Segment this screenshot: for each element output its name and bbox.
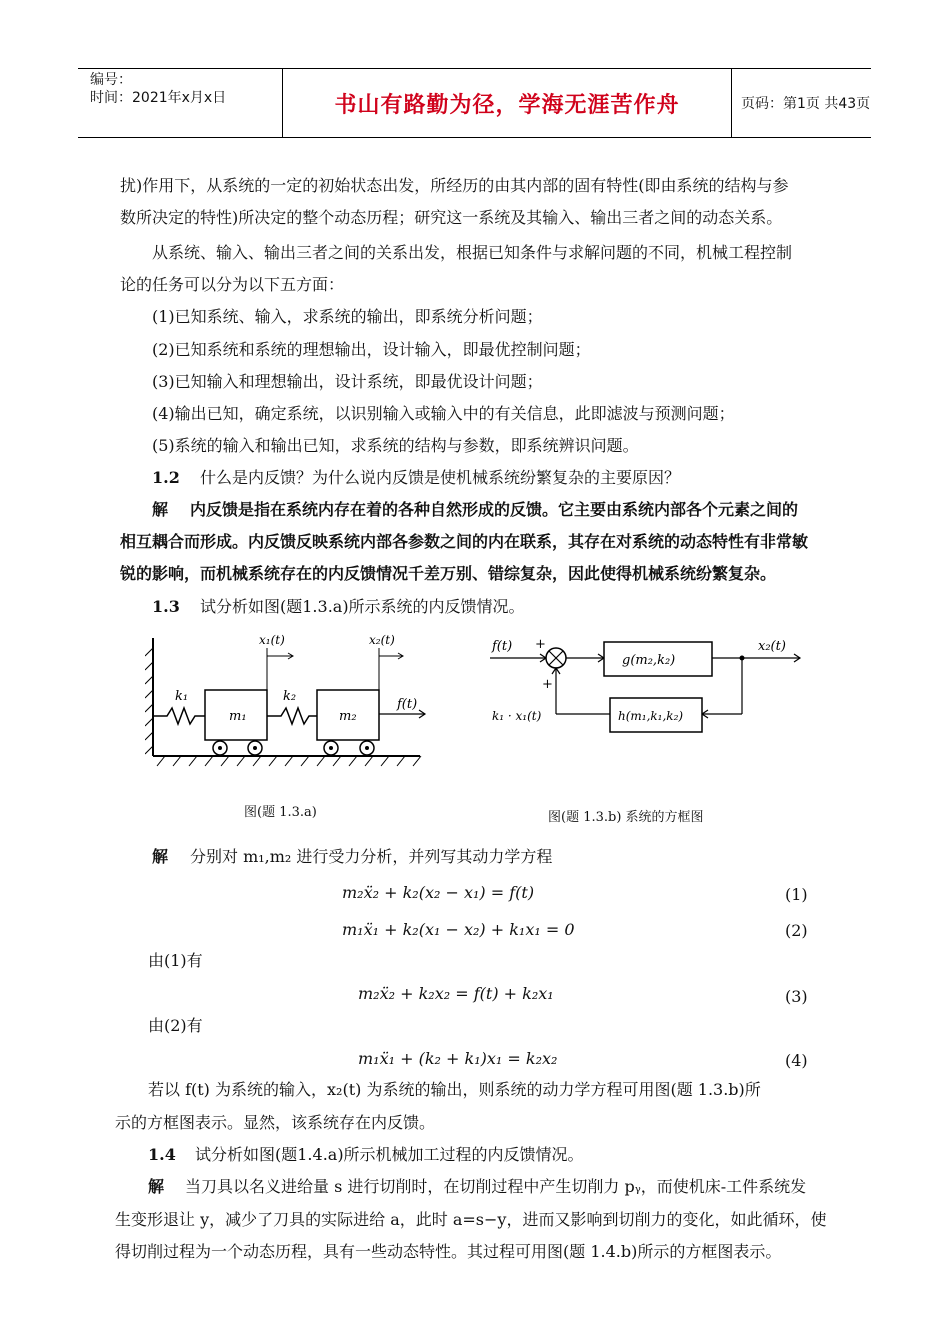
- paragraph-line: 从系统、输入、输出三者之间的关系出发，根据已知条件与求解问题的不同，机械工程控制: [152, 243, 793, 262]
- k1-label: k₁: [175, 689, 189, 704]
- header-meta: [78, 69, 283, 137]
- answer-label: 解: [152, 500, 169, 519]
- answer-line: 得切削过程为一个动态历程，具有一些动态特性。其过程可用图(题 1.4.b)所示的方框图表示。: [115, 1242, 782, 1261]
- input-label: f(t): [492, 639, 513, 654]
- equation: m₁ẍ₁ + k₂(x₁ − x₂) + k₁x₁ = 0: [342, 920, 575, 939]
- paragraph-line: 由(1)有: [148, 951, 203, 970]
- answer-line: 锐的影响，而机械系统存在的内反馈情况千差万别、错综复杂，因此使得机械系统纷繁复杂。: [120, 564, 777, 583]
- page-info: 页码：第1页 共43页: [741, 96, 871, 112]
- x1-label: x₁(t): [259, 633, 285, 647]
- figure-caption: 图(题 1.3.b) 系统的方框图: [548, 810, 704, 825]
- time-label: 时间：2021年x月x日: [90, 90, 227, 106]
- question-number: 1.3: [152, 597, 180, 616]
- paragraph-line: 数所决定的特性)所决定的整个动态历程；研究这一系统及其输入、输出三者之间的动态关系。: [120, 208, 783, 227]
- question-number: 1.4: [148, 1145, 176, 1164]
- answer-line: 生变形退让 y，减少了刀具的实际进给 a，此时 a=s−y，进而又影响到切削力的变化，如此循环，使: [115, 1210, 827, 1229]
- answer-line: 分别对 m₁,m₂ 进行受力分析，并列写其动力学方程: [190, 847, 553, 866]
- paragraph-line: 若以 f(t) 为系统的输入，x₂(t) 为系统的输出，则系统的动力学方程可用图(题 1.3.b)所: [148, 1080, 761, 1099]
- list-item: (5)系统的输入和输出已知，求系统的结构与参数，即系统辨识问题。: [152, 436, 639, 455]
- answer-label: 解: [148, 1177, 165, 1196]
- force-label: f(t): [397, 697, 418, 712]
- figure-mass-spring-system: [145, 628, 445, 778]
- paragraph-line: 示的方框图表示。显然，该系统存在内反馈。: [115, 1113, 436, 1132]
- number-label: 编号：: [90, 72, 132, 88]
- plus-sign: +: [535, 637, 546, 652]
- question-text: 试分析如图(题1.3.a)所示系统的内反馈情况。: [200, 597, 525, 616]
- plus-sign: +: [542, 677, 553, 692]
- answer-line: 相互耦合而形成。内反馈反映系统内部各参数之间的内在联系，其存在对系统的动态特性有非常敏: [120, 532, 809, 551]
- forward-block-label: g(m₂,k₂): [622, 653, 676, 668]
- paragraph-line: 论的任务可以分为以下五方面：: [120, 275, 345, 294]
- question-number: 1.2: [152, 468, 180, 487]
- page-header: [78, 68, 871, 138]
- list-item: (3)已知输入和理想输出，设计系统，即最优设计问题；: [152, 372, 543, 391]
- question-text: 试分析如图(题1.4.a)所示机械加工过程的内反馈情况。: [195, 1145, 584, 1164]
- paragraph-line: 由(2)有: [148, 1016, 203, 1035]
- list-item: (2)已知系统和系统的理想输出，设计输入，即最优控制问题；: [152, 340, 591, 359]
- figure-block-diagram: [480, 630, 810, 745]
- feedback-signal-label: k₁ · x₁(t): [492, 709, 542, 723]
- answer-label: 解: [152, 847, 169, 866]
- answer-line: 内反馈是指在系统内存在着的各种自然形成的反馈。它主要由系统内部各个元素之间的: [190, 500, 799, 519]
- paragraph-line: 扰)作用下，从系统的一定的初始状态出发，所经历的由其内部的固有特性(即由系统的结构与参: [120, 176, 789, 195]
- output-label: x₂(t): [758, 639, 786, 654]
- header-motto: 书山有路勤为径，学海无涯苦作舟: [283, 69, 732, 137]
- question-text: 什么是内反馈？为什么说内反馈是使机械系统纷繁复杂的主要原因？: [200, 468, 681, 487]
- equation-number: (3): [785, 987, 808, 1006]
- feedback-block-label: h(m₁,k₁,k₂): [618, 709, 684, 723]
- list-item: (1)已知系统、输入，求系统的输出，即系统分析问题；: [152, 307, 543, 326]
- equation-number: (4): [785, 1051, 808, 1070]
- equation-number: (1): [785, 885, 808, 904]
- m1-label: m₁: [229, 709, 247, 724]
- equation: m₁ẍ₁ + (k₂ + k₁)x₁ = k₂x₂: [358, 1049, 558, 1068]
- equation: m₂ẍ₂ + k₂(x₂ − x₁) = f(t): [342, 883, 535, 902]
- answer-line: 当刀具以名义进给量 s 进行切削时，在切削过程中产生切削力 pᵧ，而使机床-工件系统发: [185, 1177, 807, 1196]
- equation-number: (2): [785, 921, 808, 940]
- equation: m₂ẍ₂ + k₂x₂ = f(t) + k₂x₁: [358, 984, 554, 1003]
- list-item: (4)输出已知，确定系统，以识别输入或输入中的有关信息，此即滤波与预测问题；: [152, 404, 735, 423]
- x2-label: x₂(t): [369, 633, 395, 647]
- k2-label: k₂: [283, 689, 297, 704]
- figure-caption: 图(题 1.3.a): [244, 805, 317, 820]
- m2-label: m₂: [339, 709, 357, 724]
